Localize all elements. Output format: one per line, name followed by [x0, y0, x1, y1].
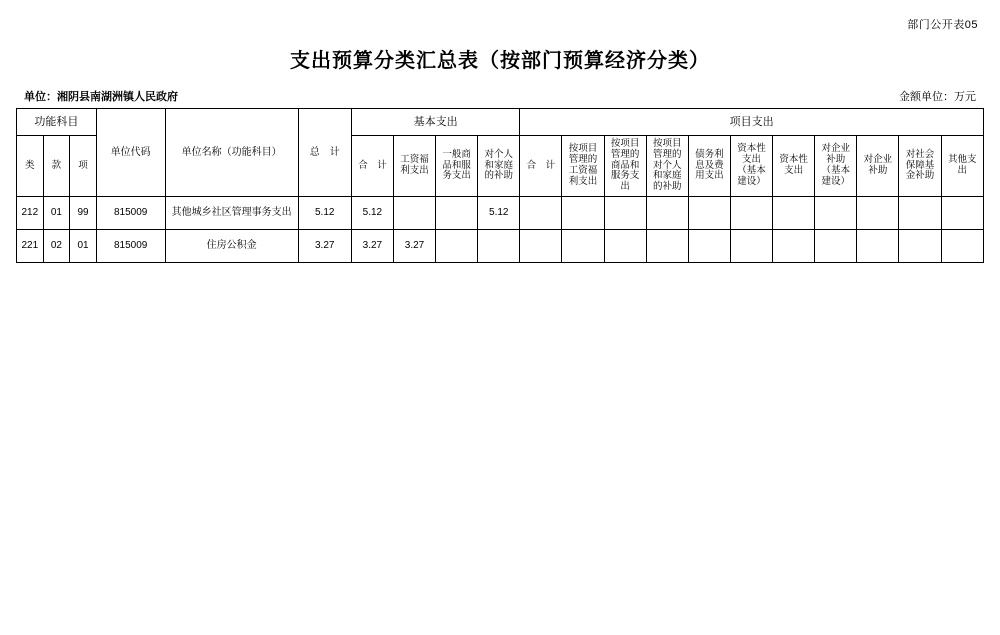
cell-project-capital [773, 230, 815, 263]
header-project-enterprise-subsidy-basic: 对企业补助（基本建设） [815, 136, 857, 197]
cell-project-debt-interest [688, 230, 730, 263]
header-project-total: 合 计 [520, 136, 562, 197]
header-section: 款 [43, 136, 70, 197]
cell-project-social-security-fund [899, 197, 941, 230]
header-project-expenditure: 项目支出 [520, 109, 984, 136]
cell-project-salary-welfare [562, 197, 604, 230]
budget-table [16, 108, 984, 263]
table-row [17, 230, 984, 263]
table-body [17, 197, 984, 263]
header-unit-code: 单位代码 [96, 109, 165, 197]
cell-project-other [941, 230, 983, 263]
header-basic-personal-family-subsidy: 对个人和家庭的补助 [478, 136, 520, 197]
cell-unit-name: 住房公积金 [165, 230, 298, 263]
table-row [17, 197, 984, 230]
cell-project-personal-family-subsidy [646, 197, 688, 230]
cell-class: 212 [17, 197, 44, 230]
cell-basic-salary-welfare: 3.27 [393, 230, 435, 263]
header-project-personal-family-subsidy: 按项目管理的对个人和家庭的补助 [646, 136, 688, 197]
cell-basic-total: 5.12 [351, 197, 393, 230]
meta-row [24, 88, 976, 104]
cell-project-total [520, 230, 562, 263]
header-project-enterprise-subsidy: 对企业补助 [857, 136, 899, 197]
header-project-capital-basic: 资本性支出（基本建设） [730, 136, 772, 197]
cell-basic-personal-family-subsidy: 5.12 [478, 197, 520, 230]
cell-project-enterprise-subsidy [857, 197, 899, 230]
header-project-capital: 资本性支出 [773, 136, 815, 197]
cell-project-personal-family-subsidy [646, 230, 688, 263]
page-title: 支出预算分类汇总表（按部门预算经济分类） [290, 50, 710, 72]
header-class: 类 [17, 136, 44, 197]
cell-section: 02 [43, 230, 70, 263]
cell-unit-code: 815009 [96, 230, 165, 263]
cell-project-enterprise-subsidy-basic [815, 197, 857, 230]
cell-unit-name: 其他城乡社区管理事务支出 [165, 197, 298, 230]
cell-total: 3.27 [298, 230, 351, 263]
cell-project-total [520, 197, 562, 230]
header-group-row [17, 109, 984, 136]
cell-section: 01 [43, 197, 70, 230]
cell-item: 01 [70, 230, 97, 263]
unit-label: 单位：湘阴县南湖洲镇人民政府 [24, 91, 178, 103]
cell-item: 99 [70, 197, 97, 230]
cell-project-goods-services [604, 230, 646, 263]
cell-project-salary-welfare [562, 230, 604, 263]
header-basic-total: 合 计 [351, 136, 393, 197]
cell-project-enterprise-subsidy [857, 230, 899, 263]
cell-project-other [941, 197, 983, 230]
cell-basic-total: 3.27 [351, 230, 393, 263]
amount-unit-label: 金额单位：万元 [899, 91, 976, 103]
cell-project-capital-basic [730, 230, 772, 263]
header-project-social-security-fund: 对社会保障基金补助 [899, 136, 941, 197]
header-project-debt-interest: 债务利息及费用支出 [688, 136, 730, 197]
header-basic-goods-services: 一般商品和服务支出 [436, 136, 478, 197]
cell-project-goods-services [604, 197, 646, 230]
header-item: 项 [70, 136, 97, 197]
header-unit-name: 单位名称（功能科目） [165, 109, 298, 197]
header-project-salary-welfare: 按项目管理的工资福利支出 [562, 136, 604, 197]
header-project-goods-services: 按项目管理的商品和服务支出 [604, 136, 646, 197]
cell-project-capital [773, 197, 815, 230]
form-number-note: 部门公开表05 [907, 19, 978, 31]
cell-basic-goods-services [436, 197, 478, 230]
cell-unit-code: 815009 [96, 197, 165, 230]
cell-class: 221 [17, 230, 44, 263]
cell-project-capital-basic [730, 197, 772, 230]
header-basic-salary-welfare: 工资福利支出 [393, 136, 435, 197]
table-header [17, 109, 984, 197]
header-function-subject: 功能科目 [17, 109, 97, 136]
cell-project-social-security-fund [899, 230, 941, 263]
cell-project-enterprise-subsidy-basic [815, 230, 857, 263]
cell-total: 5.12 [298, 197, 351, 230]
header-project-other: 其他支出 [941, 136, 983, 197]
cell-basic-personal-family-subsidy [478, 230, 520, 263]
header-total: 总 计 [298, 109, 351, 197]
header-basic-expenditure: 基本支出 [351, 109, 520, 136]
cell-basic-goods-services [436, 230, 478, 263]
cell-basic-salary-welfare [393, 197, 435, 230]
cell-project-debt-interest [688, 197, 730, 230]
